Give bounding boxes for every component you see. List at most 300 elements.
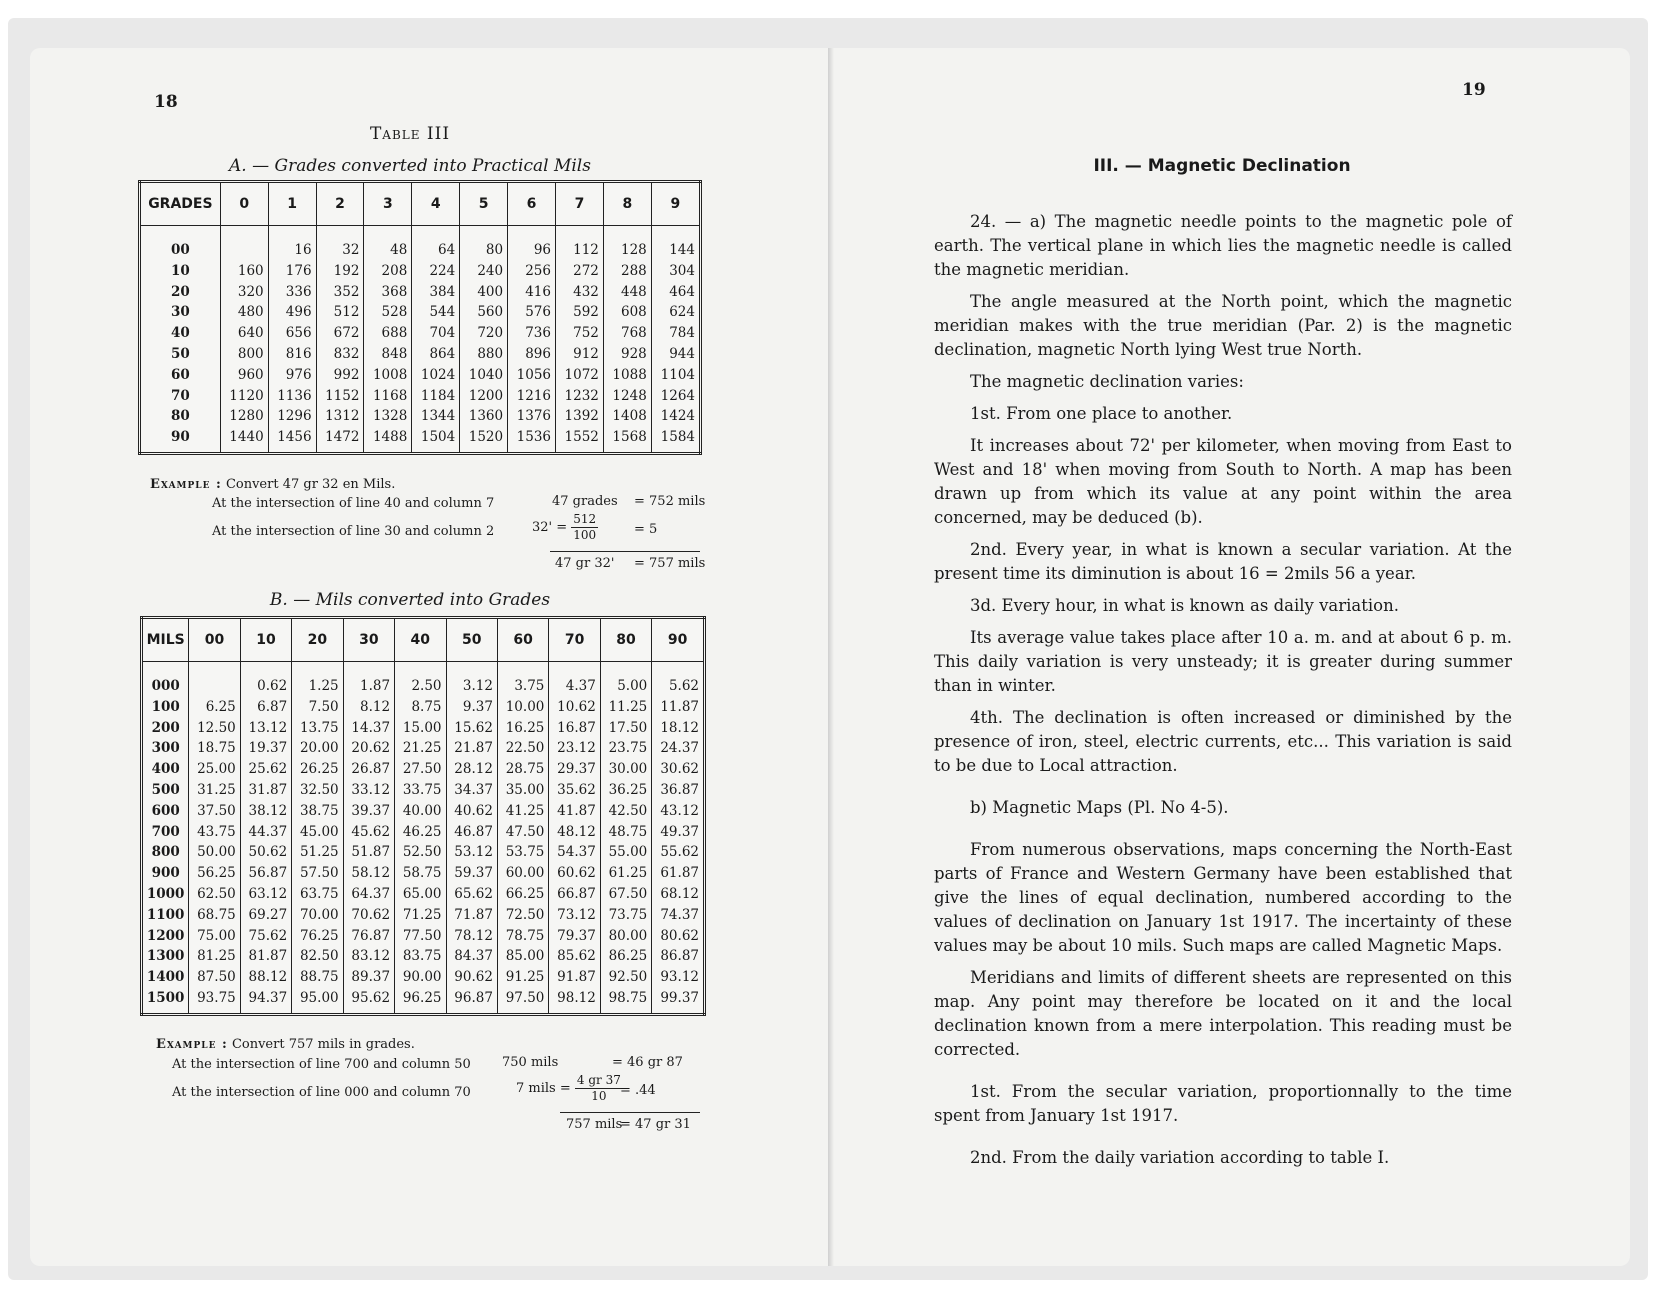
mils-table-cell: 89.37 <box>343 967 394 988</box>
grades-table-row <box>140 406 701 427</box>
mils-table-cell: 56.87 <box>240 863 291 884</box>
grades-table-cell: 1456 <box>268 427 316 453</box>
mils-table-spacer-cell <box>549 662 600 677</box>
mils-table-cell: 21.25 <box>395 738 446 759</box>
mils-table-row <box>142 759 705 780</box>
mils-table-spacer-cell <box>395 662 446 677</box>
mils-table-cell <box>189 676 240 697</box>
mils-table-cell: 24.37 <box>652 738 705 759</box>
mils-table-cell: 30.00 <box>600 759 651 780</box>
mils-table-cell: 41.25 <box>497 801 548 822</box>
grades-table-cell: 320 <box>220 282 268 303</box>
grades-table-cell: 688 <box>364 323 412 344</box>
mils-table-header-2: 10 <box>240 618 291 662</box>
example-b-text: Convert 757 mils in grades. <box>231 1037 415 1052</box>
grades-table-row <box>140 302 701 323</box>
mils-table-cell: 95.00 <box>292 988 343 1014</box>
grades-table-cell: 1472 <box>316 427 364 453</box>
grades-table-header-4: 3 <box>364 182 412 226</box>
grades-table-cell: 576 <box>508 302 556 323</box>
mils-table-row-header: 800 <box>142 842 189 863</box>
mils-table-cell: 50.00 <box>189 842 240 863</box>
grades-table-cell: 128 <box>603 240 651 261</box>
grades-table-cell: 1392 <box>556 406 604 427</box>
mils-to-grades-table <box>140 616 706 1016</box>
mils-table-cell: 87.50 <box>189 967 240 988</box>
mils-table-cell: 95.62 <box>343 988 394 1014</box>
mils-table-cell: 63.12 <box>240 884 291 905</box>
mils-table-cell: 62.50 <box>189 884 240 905</box>
mils-table-cell: 36.87 <box>652 780 705 801</box>
mils-table-cell: 70.00 <box>292 905 343 926</box>
grades-table-header-9: 8 <box>603 182 651 226</box>
mils-table-cell: 65.62 <box>446 884 497 905</box>
section-heading: III. — Magnetic Declination <box>1093 156 1351 176</box>
grades-table-cell: 1536 <box>508 427 556 453</box>
grades-table-cell: 656 <box>268 323 316 344</box>
mils-table-spacer-cell <box>497 662 548 677</box>
grades-table-cell: 1280 <box>220 406 268 427</box>
mils-table-cell: 10.62 <box>549 697 600 718</box>
grades-table-cell: 1360 <box>460 406 508 427</box>
mils-table-cell: 74.37 <box>652 905 705 926</box>
mils-table-row <box>142 738 705 759</box>
mils-table-cell: 17.50 <box>600 718 651 739</box>
mils-table-cell: 65.00 <box>395 884 446 905</box>
paragraph-1: 24. — a) The magnetic needle points to the magnetic pole of earth. The vertical plane in which lies the magnetic needle is called the magnetic meridian. <box>934 212 1512 279</box>
grades-table-cell: 544 <box>412 302 460 323</box>
grades-table-cell: 32 <box>316 240 364 261</box>
mils-table-cell: 34.37 <box>446 780 497 801</box>
mils-table-cell: 39.37 <box>343 801 394 822</box>
grades-table-header-5: 4 <box>412 182 460 226</box>
mils-table-cell: 71.25 <box>395 905 446 926</box>
grades-table-cell: 400 <box>460 282 508 303</box>
mils-table-cell: 86.87 <box>652 946 705 967</box>
grades-table-spacer-cell <box>364 226 412 241</box>
mils-table-header-6: 50 <box>446 618 497 662</box>
grades-table-row-header: 40 <box>140 323 221 344</box>
example-b-label: Example : <box>156 1037 228 1052</box>
grades-table-row <box>140 240 701 261</box>
mils-table-cell: 85.00 <box>497 946 548 967</box>
grades-table-cell: 1248 <box>603 386 651 407</box>
mils-table-cell: 82.50 <box>292 946 343 967</box>
grades-table-cell: 640 <box>220 323 268 344</box>
grades-table-cell: 1232 <box>556 386 604 407</box>
example-a-line1-left: 47 grades <box>552 494 618 509</box>
grades-table-spacer-cell <box>220 226 268 241</box>
paragraph-11: From numerous observations, maps concerning the North-East parts of France and Western Germany have been established that give the lines of equal declination, numbered according to the values of declination on January 1st 1917. The incertainty of these values may be about 10 mils. Such maps are called Magnetic Maps. <box>934 840 1512 955</box>
example-b-total-right: = 47 gr 31 <box>620 1117 691 1132</box>
grades-table-header-2: 1 <box>268 182 316 226</box>
mils-table-cell: 96.25 <box>395 988 446 1014</box>
paragraph-7: 3d. Every hour, in what is known as daily variation. <box>970 596 1399 615</box>
book-gutter <box>828 48 834 1266</box>
grades-table-cell: 480 <box>220 302 268 323</box>
mils-table-cell: 38.75 <box>292 801 343 822</box>
mils-table-spacer-cell <box>343 662 394 677</box>
grades-table-spacer-cell <box>268 226 316 241</box>
mils-table-cell: 33.75 <box>395 780 446 801</box>
grades-table-cell: 240 <box>460 261 508 282</box>
grades-table-cell: 160 <box>220 261 268 282</box>
mils-table-cell: 59.37 <box>446 863 497 884</box>
grades-table-cell: 752 <box>556 323 604 344</box>
mils-table-row <box>142 967 705 988</box>
grades-table-cell: 288 <box>603 261 651 282</box>
paragraph-12: Meridians and limits of different sheets are represented on this map. Any point may therefore be located on it and the local declination known from a mere interpolation. This reading must be corrected. <box>934 968 1512 1059</box>
mils-table-cell: 91.25 <box>497 967 548 988</box>
example-a-line1-right: = 752 mils <box>634 494 706 509</box>
mils-table-cell: 2.50 <box>395 676 446 697</box>
grades-table-row <box>140 344 701 365</box>
grades-table-cell <box>220 240 268 261</box>
mils-table-cell: 47.50 <box>497 822 548 843</box>
table-title: Table III <box>369 124 451 144</box>
mils-table-row-header: 1300 <box>142 946 189 967</box>
mils-table-cell: 19.37 <box>240 738 291 759</box>
mils-table-spacer-cell <box>600 662 651 677</box>
mils-table-cell: 11.87 <box>652 697 705 718</box>
mils-table-cell: 8.12 <box>343 697 394 718</box>
mils-table-cell: 26.87 <box>343 759 394 780</box>
grades-table-row-header: 10 <box>140 261 221 282</box>
grades-table-cell: 144 <box>651 240 700 261</box>
mils-table-cell: 67.50 <box>600 884 651 905</box>
example-a-line2-right: = 5 <box>634 522 658 537</box>
mils-table-cell: 27.50 <box>395 759 446 780</box>
mils-table-cell: 11.25 <box>600 697 651 718</box>
grades-table-cell: 112 <box>556 240 604 261</box>
mils-table-cell: 3.12 <box>446 676 497 697</box>
mils-table-cell: 41.87 <box>549 801 600 822</box>
grades-table-cell: 1072 <box>556 365 604 386</box>
grades-table-spacer-cell <box>556 226 604 241</box>
grades-table-cell: 704 <box>412 323 460 344</box>
grades-table-cell: 304 <box>651 261 700 282</box>
grades-table-cell: 528 <box>364 302 412 323</box>
paragraph-14: 2nd. From the daily variation according to table I. <box>970 1148 1390 1167</box>
mils-table-cell: 50.62 <box>240 842 291 863</box>
paragraph-4: 1st. From one place to another. <box>970 404 1233 423</box>
mils-table-cell: 49.37 <box>652 822 705 843</box>
grades-table-cell: 496 <box>268 302 316 323</box>
grades-table-row-header: 20 <box>140 282 221 303</box>
mils-table-row <box>142 801 705 822</box>
mils-table-row-header: 200 <box>142 718 189 739</box>
mils-table-cell: 28.75 <box>497 759 548 780</box>
grades-table-cell: 1152 <box>316 386 364 407</box>
mils-table-row <box>142 697 705 718</box>
grades-table-cell: 1488 <box>364 427 412 453</box>
grades-table-cell: 16 <box>268 240 316 261</box>
mils-table-cell: 55.62 <box>652 842 705 863</box>
grades-table-cell: 368 <box>364 282 412 303</box>
grades-table-cell: 560 <box>460 302 508 323</box>
mils-table-cell: 73.75 <box>600 905 651 926</box>
grades-table-cell: 1120 <box>220 386 268 407</box>
mils-table-cell: 60.62 <box>549 863 600 884</box>
mils-table-row-header: 1500 <box>142 988 189 1014</box>
grades-table-cell: 912 <box>556 344 604 365</box>
grades-table-cell: 448 <box>603 282 651 303</box>
mils-table-cell: 23.75 <box>600 738 651 759</box>
grades-table-cell: 768 <box>603 323 651 344</box>
grades-table-cell: 720 <box>460 323 508 344</box>
mils-table-cell: 66.87 <box>549 884 600 905</box>
mils-table-header-9: 80 <box>600 618 651 662</box>
example-b-intro <box>156 1037 415 1052</box>
mils-table-spacer-cell <box>446 662 497 677</box>
mils-table-cell: 56.25 <box>189 863 240 884</box>
mils-table-cell: 81.87 <box>240 946 291 967</box>
mils-table-spacer-cell <box>240 662 291 677</box>
mils-table-cell: 76.25 <box>292 926 343 947</box>
mils-table-header-4: 30 <box>343 618 394 662</box>
mils-table-cell: 61.25 <box>600 863 651 884</box>
mils-table-cell: 25.62 <box>240 759 291 780</box>
grades-table-spacer-cell <box>316 226 364 241</box>
grades-table-cell: 1344 <box>412 406 460 427</box>
example-b-fraction <box>575 1073 623 1104</box>
mils-table-row <box>142 863 705 884</box>
grades-table-row-header: 60 <box>140 365 221 386</box>
example-a-total-right: = 757 mils <box>634 556 706 571</box>
mils-table-cell: 70.62 <box>343 905 394 926</box>
grades-table-cell: 336 <box>268 282 316 303</box>
mils-table-cell: 71.87 <box>446 905 497 926</box>
mils-table-cell: 98.12 <box>549 988 600 1014</box>
grades-table-cell: 1408 <box>603 406 651 427</box>
grades-table-header-7: 6 <box>508 182 556 226</box>
mils-table-cell: 15.00 <box>395 718 446 739</box>
mils-table-cell: 21.87 <box>446 738 497 759</box>
mils-table-cell: 55.00 <box>600 842 651 863</box>
example-a-sum-rule <box>550 551 700 552</box>
paragraph-9: 4th. The declination is often increased or diminished by the presence of iron, steel, electric currents, etc... This variation is said to be due to Local attraction. <box>934 708 1512 775</box>
mils-table-cell: 75.62 <box>240 926 291 947</box>
example-b-line1-right: = 46 gr 87 <box>612 1055 683 1070</box>
table-a-subtitle: A. — Grades converted into Practical Mils <box>229 156 591 176</box>
mils-table-cell: 79.37 <box>549 926 600 947</box>
mils-table-row <box>142 946 705 967</box>
mils-table-cell: 73.12 <box>549 905 600 926</box>
example-a-fraction-numerator: 512 <box>573 512 597 526</box>
grades-table-cell: 672 <box>316 323 364 344</box>
mils-table-cell: 15.62 <box>446 718 497 739</box>
mils-table-row <box>142 822 705 843</box>
mils-table-cell: 36.25 <box>600 780 651 801</box>
mils-table-cell: 80.62 <box>652 926 705 947</box>
mils-table-cell: 12.50 <box>189 718 240 739</box>
mils-table-row-header: 400 <box>142 759 189 780</box>
grades-to-mils-table <box>138 180 702 455</box>
mils-table-cell: 68.75 <box>189 905 240 926</box>
mils-table-cell: 7.50 <box>292 697 343 718</box>
grades-table-header-10: 9 <box>651 182 700 226</box>
grades-table-cell: 816 <box>268 344 316 365</box>
mils-table-cell: 92.50 <box>600 967 651 988</box>
grades-table-cell: 624 <box>651 302 700 323</box>
grades-table-cell: 1376 <box>508 406 556 427</box>
paragraph-6: 2nd. Every year, in what is known a secular variation. At the present time its diminution is about 16 = 2mils 56 a year. <box>934 540 1512 583</box>
grades-table-cell: 1584 <box>651 427 700 453</box>
mils-table-cell: 30.62 <box>652 759 705 780</box>
grades-table-header-1: 0 <box>220 182 268 226</box>
grades-table-cell: 864 <box>412 344 460 365</box>
mils-table-cell: 9.37 <box>446 697 497 718</box>
example-b-line2: At the intersection of line 000 and column 70 <box>172 1085 471 1100</box>
grades-table-header-6: 5 <box>460 182 508 226</box>
mils-table-cell: 72.50 <box>497 905 548 926</box>
paragraph-13: 1st. From the secular variation, proportionnally to the time spent from January 1st 1917. <box>934 1082 1512 1125</box>
mils-table-cell: 98.75 <box>600 988 651 1014</box>
mils-table-row <box>142 780 705 801</box>
mils-table-cell: 93.75 <box>189 988 240 1014</box>
paragraph-10: b) Magnetic Maps (Pl. No 4-5). <box>970 798 1229 817</box>
mils-table-row <box>142 905 705 926</box>
example-a-fraction-denominator: 100 <box>573 528 597 542</box>
mils-table-cell: 53.12 <box>446 842 497 863</box>
grades-table-row <box>140 427 701 453</box>
paragraph-2: The angle measured at the North point, which the magnetic meridian makes with the true meridian (Par. 2) is the magnetic declination, magnetic North lying West true North. <box>934 292 1512 359</box>
mils-table-cell: 53.75 <box>497 842 548 863</box>
grades-table-spacer-cell <box>508 226 556 241</box>
example-a-text: Convert 47 gr 32 en Mils. <box>225 477 396 492</box>
mils-table-cell: 5.00 <box>600 676 651 697</box>
example-a-intro <box>150 477 395 492</box>
mils-table-cell: 58.75 <box>395 863 446 884</box>
mils-table-spacer-cell <box>652 662 705 677</box>
grades-table-spacer-cell <box>460 226 508 241</box>
mils-table-cell: 52.50 <box>395 842 446 863</box>
mils-table-cell: 5.62 <box>652 676 705 697</box>
grades-table-spacer-row <box>140 226 701 241</box>
mils-table-header-0: MILS <box>142 618 189 662</box>
grades-table-row-header: 50 <box>140 344 221 365</box>
example-a-fraction <box>571 512 598 543</box>
grades-table-cell: 1008 <box>364 365 412 386</box>
mils-table-cell: 4.37 <box>549 676 600 697</box>
mils-table-cell: 40.62 <box>446 801 497 822</box>
grades-table-cell: 1552 <box>556 427 604 453</box>
mils-table-cell: 64.37 <box>343 884 394 905</box>
grades-table-cell: 256 <box>508 261 556 282</box>
mils-table-cell: 6.25 <box>189 697 240 718</box>
grades-table-cell: 1184 <box>412 386 460 407</box>
grades-table-header-8: 7 <box>556 182 604 226</box>
mils-table-cell: 88.12 <box>240 967 291 988</box>
mils-table-row-header: 300 <box>142 738 189 759</box>
mils-table-cell: 45.00 <box>292 822 343 843</box>
mils-table-cell: 43.12 <box>652 801 705 822</box>
grades-table-cell: 80 <box>460 240 508 261</box>
mils-table-row-header: 600 <box>142 801 189 822</box>
mils-table-cell: 23.12 <box>549 738 600 759</box>
example-a-label: Example : <box>150 477 222 492</box>
mils-table-cell: 14.37 <box>343 718 394 739</box>
grades-table-cell: 1024 <box>412 365 460 386</box>
example-b-fraction-denominator: 10 <box>591 1089 607 1103</box>
mils-table-cell: 37.50 <box>189 801 240 822</box>
mils-table-row <box>142 926 705 947</box>
mils-table-cell: 22.50 <box>497 738 548 759</box>
grades-table-cell: 1424 <box>651 406 700 427</box>
grades-table-cell: 976 <box>268 365 316 386</box>
mils-table-spacer-cell <box>292 662 343 677</box>
grades-table-spacer-cell <box>651 226 700 241</box>
grades-table-cell: 880 <box>460 344 508 365</box>
mils-table-row <box>142 676 705 697</box>
mils-table-cell: 10.00 <box>497 697 548 718</box>
section-text <box>934 210 1512 1178</box>
example-b-line1: At the intersection of line 700 and column 50 <box>172 1057 471 1072</box>
mils-table-spacer-cell <box>189 662 240 677</box>
mils-table-cell: 20.00 <box>292 738 343 759</box>
grades-table-cell: 1504 <box>412 427 460 453</box>
mils-table-cell: 85.62 <box>549 946 600 967</box>
mils-table-cell: 60.00 <box>497 863 548 884</box>
mils-table-cell: 38.12 <box>240 801 291 822</box>
grades-table-cell: 352 <box>316 282 364 303</box>
grades-table-cell: 1104 <box>651 365 700 386</box>
grades-table-cell: 848 <box>364 344 412 365</box>
mils-table-cell: 48.12 <box>549 822 600 843</box>
mils-table-spacer-cell <box>142 662 189 677</box>
example-b-line2-left: 7 mils = <box>516 1081 571 1096</box>
mils-table-cell: 90.62 <box>446 967 497 988</box>
grades-table-cell: 1520 <box>460 427 508 453</box>
example-b-line2-eq <box>516 1073 623 1104</box>
grades-table-cell: 928 <box>603 344 651 365</box>
mils-table-cell: 42.50 <box>600 801 651 822</box>
grades-table-cell: 1264 <box>651 386 700 407</box>
mils-table-cell: 46.87 <box>446 822 497 843</box>
mils-table-header-7: 60 <box>497 618 548 662</box>
example-b-fraction-numerator: 4 gr 37 <box>576 1073 621 1087</box>
grades-table-cell: 1312 <box>316 406 364 427</box>
mils-table-cell: 58.12 <box>343 863 394 884</box>
mils-table-cell: 45.62 <box>343 822 394 843</box>
mils-table-cell: 26.25 <box>292 759 343 780</box>
mils-table-cell: 31.87 <box>240 780 291 801</box>
grades-table-spacer-cell <box>140 226 221 241</box>
paragraph-8: Its average value takes place after 10 a. m. and at about 6 p. m. This daily variation is very unsteady; it is greater during summer than in winter. <box>934 628 1512 695</box>
mils-table-header-8: 70 <box>549 618 600 662</box>
grades-table-cell: 1088 <box>603 365 651 386</box>
grades-table-cell: 1328 <box>364 406 412 427</box>
grades-table-cell: 192 <box>316 261 364 282</box>
mils-table-cell: 83.75 <box>395 946 446 967</box>
mils-table-cell: 16.25 <box>497 718 548 739</box>
example-b-line1-left: 750 mils <box>502 1055 559 1070</box>
mils-table-cell: 83.12 <box>343 946 394 967</box>
grades-table-cell: 1136 <box>268 386 316 407</box>
grades-table-cell: 992 <box>316 365 364 386</box>
grades-table-cell: 176 <box>268 261 316 282</box>
grades-table-cell: 64 <box>412 240 460 261</box>
mils-table-cell: 18.12 <box>652 718 705 739</box>
mils-table-cell: 25.00 <box>189 759 240 780</box>
mils-table-cell: 33.12 <box>343 780 394 801</box>
grades-table-cell: 896 <box>508 344 556 365</box>
grades-table-cell: 784 <box>651 323 700 344</box>
grades-table-cell: 960 <box>220 365 268 386</box>
mils-table-cell: 6.87 <box>240 697 291 718</box>
grades-table-cell: 416 <box>508 282 556 303</box>
left-page-number: 18 <box>154 92 178 112</box>
